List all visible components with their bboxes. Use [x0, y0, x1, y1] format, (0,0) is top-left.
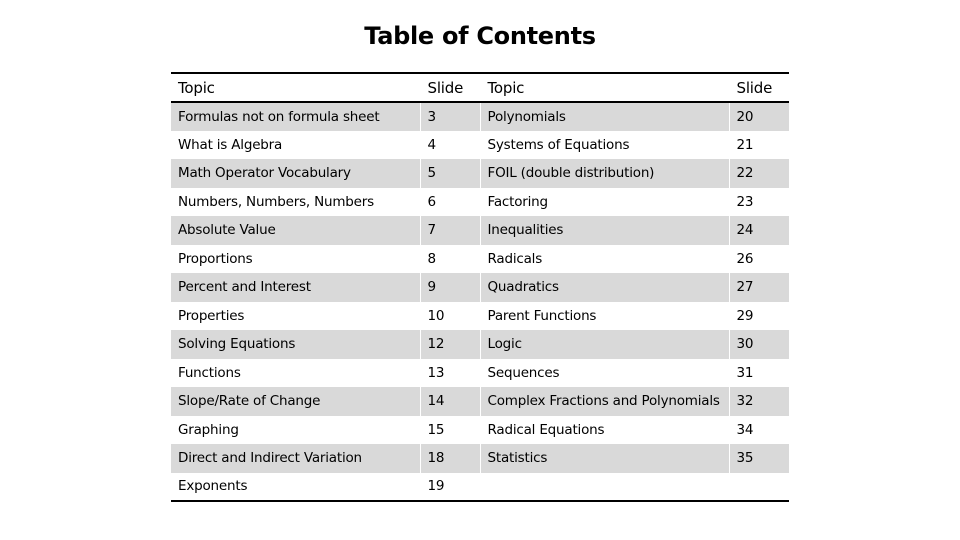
toc-topic-right: FOIL (double distribution) — [480, 159, 729, 188]
table-row — [171, 216, 789, 245]
table-row — [171, 359, 789, 388]
toc-slide-left: 18 — [420, 444, 480, 473]
toc-topic-left: Absolute Value — [171, 216, 420, 245]
toc-topic-right: Factoring — [480, 188, 729, 217]
toc-slide-right: 22 — [729, 159, 789, 188]
table-row — [171, 416, 789, 445]
toc-topic-right — [480, 473, 729, 502]
table-row — [171, 330, 789, 359]
toc-slide-left: 3 — [420, 102, 480, 131]
table-row — [171, 444, 789, 473]
toc-slide-left: 6 — [420, 188, 480, 217]
toc-topic-left: Numbers, Numbers, Numbers — [171, 188, 420, 217]
toc-slide-left: 19 — [420, 473, 480, 502]
toc-topic-left: Solving Equations — [171, 330, 420, 359]
toc-topic-right: Systems of Equations — [480, 131, 729, 160]
toc-topic-right: Logic — [480, 330, 729, 359]
toc-slide-right: 32 — [729, 387, 789, 416]
toc-slide-left: 13 — [420, 359, 480, 388]
toc-topic-right: Radical Equations — [480, 416, 729, 445]
toc-slide-right: 31 — [736, 364, 754, 381]
header-topic-right: Topic — [480, 73, 729, 102]
toc-slide-left: 9 — [420, 273, 480, 302]
table-header-row — [171, 73, 789, 102]
table-row — [171, 188, 789, 217]
toc-slide-left: 7 — [420, 216, 480, 245]
table-row — [171, 159, 789, 188]
table-row — [171, 473, 789, 502]
toc-slide-right: 27 — [729, 273, 789, 302]
header-slide-right: Slide — [736, 78, 773, 97]
toc-topic-left: Graphing — [171, 416, 420, 445]
table-row — [171, 387, 789, 416]
toc-slide-left: 5 — [420, 159, 480, 188]
toc-slide-right: 34 — [736, 421, 754, 438]
toc-slide-right: 20 — [729, 102, 789, 131]
toc-topic-right: Quadratics — [480, 273, 729, 302]
toc-slide-left: 15 — [420, 416, 480, 445]
toc-slide-left: 8 — [420, 245, 480, 274]
toc-topic-right: Parent Functions — [480, 302, 729, 331]
toc-topic-left: Proportions — [171, 245, 420, 274]
toc-slide-right: 24 — [729, 216, 789, 245]
toc-topic-left: Slope/Rate of Change — [171, 387, 420, 416]
toc-slide-right: 35 — [729, 444, 789, 473]
toc-slide-left: 10 — [420, 302, 480, 331]
table-row — [171, 131, 789, 160]
table-row — [171, 102, 789, 131]
header-topic-left: Topic — [171, 73, 420, 102]
toc-slide-right: 30 — [729, 330, 789, 359]
toc-topic-left: Functions — [171, 359, 420, 388]
toc-topic-left: What is Algebra — [171, 131, 420, 160]
toc-topic-left: Math Operator Vocabulary — [171, 159, 420, 188]
toc-slide-right — [729, 473, 789, 502]
table-row — [171, 273, 789, 302]
toc-slide-left: 4 — [420, 131, 480, 160]
toc-table — [171, 72, 789, 502]
page-title: Table of Contents — [364, 22, 596, 50]
table-body — [171, 102, 789, 501]
toc-topic-right: Polynomials — [480, 102, 729, 131]
toc-slide-left: 14 — [420, 387, 480, 416]
toc-topic-left: Percent and Interest — [171, 273, 420, 302]
toc-topic-left: Formulas not on formula sheet — [171, 102, 420, 131]
table-row — [171, 302, 789, 331]
toc-slide-right: 21 — [736, 136, 754, 153]
toc-topic-left: Exponents — [171, 473, 420, 502]
toc-topic-left: Direct and Indirect Variation — [171, 444, 420, 473]
header-slide-left: Slide — [420, 73, 480, 102]
toc-topic-right: Statistics — [480, 444, 729, 473]
toc-slide-right: 29 — [736, 307, 754, 324]
table-row — [171, 245, 789, 274]
toc-topic-right: Radicals — [480, 245, 729, 274]
toc-slide-right: 23 — [736, 193, 754, 210]
toc-topic-left: Properties — [171, 302, 420, 331]
toc-topic-right: Sequences — [480, 359, 729, 388]
toc-topic-right: Inequalities — [480, 216, 729, 245]
toc-topic-right: Complex Fractions and Polynomials — [480, 387, 729, 416]
toc-slide-right: 26 — [736, 250, 754, 267]
toc-slide-left: 12 — [420, 330, 480, 359]
